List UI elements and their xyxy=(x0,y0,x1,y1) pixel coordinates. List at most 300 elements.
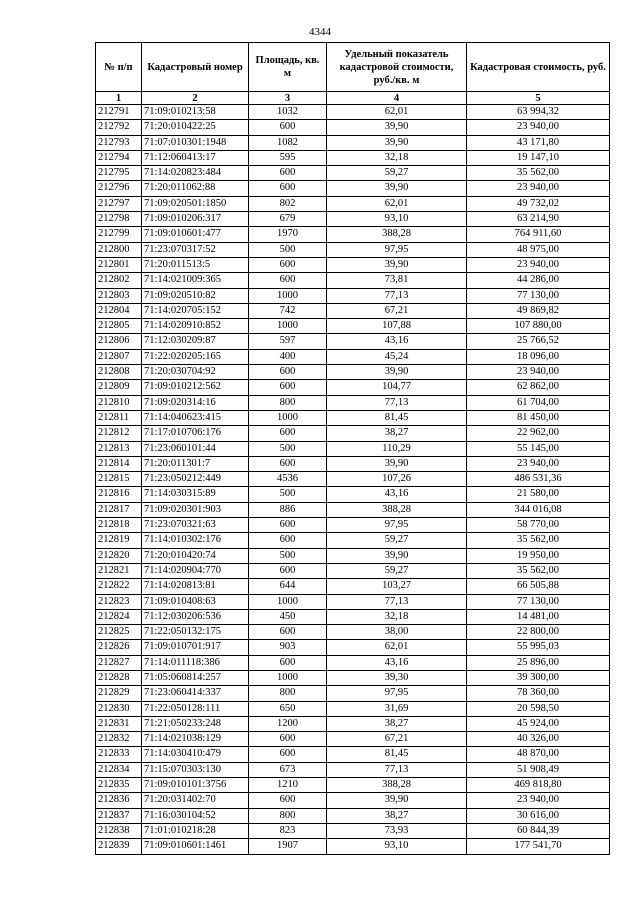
row-number-cell: 212806 xyxy=(96,334,142,349)
cadastral-number-cell: 71:14:030315:89 xyxy=(142,487,249,502)
specific-value-cell: 81,45 xyxy=(327,410,467,425)
table-row xyxy=(96,227,610,242)
table-header-row xyxy=(96,43,610,92)
cadastral-number-cell: 71:23:070321:63 xyxy=(142,518,249,533)
area-cell: 600 xyxy=(249,563,327,578)
specific-value-cell: 59,27 xyxy=(327,563,467,578)
area-cell: 903 xyxy=(249,640,327,655)
cadastral-number-cell: 71:22:050132:175 xyxy=(142,625,249,640)
cadastral-number-cell: 71:14:020910:852 xyxy=(142,319,249,334)
specific-value-cell: 103,27 xyxy=(327,579,467,594)
cadastral-number-cell: 71:12:030206:536 xyxy=(142,609,249,624)
area-cell: 673 xyxy=(249,762,327,777)
area-cell: 800 xyxy=(249,395,327,410)
row-number-cell: 212808 xyxy=(96,365,142,380)
table-row xyxy=(96,120,610,135)
area-cell: 600 xyxy=(249,380,327,395)
cadastral-value-cell: 48 870,00 xyxy=(467,747,610,762)
cadastral-number-cell: 71:20:011513:5 xyxy=(142,257,249,272)
cadastral-value-cell: 23 940,00 xyxy=(467,456,610,471)
cadastral-value-cell: 58 770,00 xyxy=(467,518,610,533)
cadastral-number-cell: 71:21:050233:248 xyxy=(142,716,249,731)
cadastral-value-cell: 25 766,52 xyxy=(467,334,610,349)
table-row xyxy=(96,334,610,349)
header-specific-value: Удельный показатель кадастровой стоимости, руб./кв. м xyxy=(327,43,467,92)
cadastral-value-cell: 40 326,00 xyxy=(467,732,610,747)
specific-value-cell: 32,18 xyxy=(327,609,467,624)
area-cell: 600 xyxy=(249,120,327,135)
specific-value-cell: 104,77 xyxy=(327,380,467,395)
cadastral-number-cell: 71:01:010218:28 xyxy=(142,823,249,838)
table-row xyxy=(96,625,610,640)
row-number-cell: 212794 xyxy=(96,150,142,165)
cadastral-value-cell: 63 994,32 xyxy=(467,105,610,120)
area-cell: 597 xyxy=(249,334,327,349)
table-row xyxy=(96,395,610,410)
cadastral-number-cell: 71:14:021038:129 xyxy=(142,732,249,747)
table-row xyxy=(96,196,610,211)
area-cell: 600 xyxy=(249,365,327,380)
table-row xyxy=(96,303,610,318)
specific-value-cell: 39,30 xyxy=(327,670,467,685)
cadastral-number-cell: 71:09:020301:903 xyxy=(142,502,249,517)
table-row xyxy=(96,472,610,487)
cadastral-value-cell: 48 975,00 xyxy=(467,242,610,257)
cadastral-number-cell: 71:23:050212:449 xyxy=(142,472,249,487)
area-cell: 800 xyxy=(249,808,327,823)
cadastral-value-cell: 78 360,00 xyxy=(467,686,610,701)
table-row xyxy=(96,487,610,502)
area-cell: 644 xyxy=(249,579,327,594)
row-number-cell: 212823 xyxy=(96,594,142,609)
area-cell: 1032 xyxy=(249,105,327,120)
table-row xyxy=(96,609,610,624)
cadastral-value-cell: 55 145,00 xyxy=(467,441,610,456)
row-number-cell: 212801 xyxy=(96,257,142,272)
cadastral-number-cell: 71:20:011062:88 xyxy=(142,181,249,196)
cadastral-value-cell: 44 286,00 xyxy=(467,273,610,288)
cadastral-value-cell: 63 214,90 xyxy=(467,212,610,227)
row-number-cell: 212807 xyxy=(96,349,142,364)
cadastral-number-cell: 71:22:050128:111 xyxy=(142,701,249,716)
specific-value-cell: 107,88 xyxy=(327,319,467,334)
cadastral-value-cell: 23 940,00 xyxy=(467,181,610,196)
specific-value-cell: 38,27 xyxy=(327,808,467,823)
cadastral-value-cell: 55 995,03 xyxy=(467,640,610,655)
row-number-cell: 212834 xyxy=(96,762,142,777)
table-row xyxy=(96,150,610,165)
row-number-cell: 212804 xyxy=(96,303,142,318)
specific-value-cell: 45,24 xyxy=(327,349,467,364)
table-row xyxy=(96,655,610,670)
table-row xyxy=(96,823,610,838)
row-number-cell: 212798 xyxy=(96,212,142,227)
area-cell: 1907 xyxy=(249,839,327,854)
row-number-cell: 212822 xyxy=(96,579,142,594)
row-number-cell: 212832 xyxy=(96,732,142,747)
row-number-cell: 212829 xyxy=(96,686,142,701)
cadastral-value-cell: 23 940,00 xyxy=(467,365,610,380)
cadastral-value-cell: 764 911,60 xyxy=(467,227,610,242)
area-cell: 1000 xyxy=(249,594,327,609)
cadastral-number-cell: 71:17:010706:176 xyxy=(142,426,249,441)
cadastral-number-cell: 71:14:020813:81 xyxy=(142,579,249,594)
table-row xyxy=(96,563,610,578)
column-number: 5 xyxy=(467,92,610,105)
area-cell: 600 xyxy=(249,456,327,471)
specific-value-cell: 39,90 xyxy=(327,120,467,135)
specific-value-cell: 67,21 xyxy=(327,303,467,318)
cadastral-value-cell: 344 016,08 xyxy=(467,502,610,517)
cadastral-value-cell: 51 908,49 xyxy=(467,762,610,777)
row-number-cell: 212811 xyxy=(96,410,142,425)
specific-value-cell: 388,28 xyxy=(327,778,467,793)
cadastral-value-table xyxy=(95,42,610,855)
cadastral-value-cell: 19 147,10 xyxy=(467,150,610,165)
specific-value-cell: 39,90 xyxy=(327,456,467,471)
cadastral-value-cell: 19 950,00 xyxy=(467,548,610,563)
row-number-cell: 212799 xyxy=(96,227,142,242)
area-cell: 600 xyxy=(249,625,327,640)
area-cell: 823 xyxy=(249,823,327,838)
table-row xyxy=(96,410,610,425)
table-row xyxy=(96,793,610,808)
cadastral-value-cell: 21 580,00 xyxy=(467,487,610,502)
cadastral-value-cell: 18 096,00 xyxy=(467,349,610,364)
column-number: 3 xyxy=(249,92,327,105)
table-row xyxy=(96,319,610,334)
header-row-number: № п/п xyxy=(96,43,142,92)
area-cell: 1210 xyxy=(249,778,327,793)
area-cell: 500 xyxy=(249,548,327,563)
cadastral-value-cell: 469 818,80 xyxy=(467,778,610,793)
table-row xyxy=(96,166,610,181)
table-row xyxy=(96,548,610,563)
area-cell: 600 xyxy=(249,747,327,762)
cadastral-number-cell: 71:09:010601:477 xyxy=(142,227,249,242)
specific-value-cell: 59,27 xyxy=(327,533,467,548)
cadastral-value-cell: 35 562,00 xyxy=(467,563,610,578)
row-number-cell: 212803 xyxy=(96,288,142,303)
area-cell: 1000 xyxy=(249,410,327,425)
cadastral-value-cell: 14 481,00 xyxy=(467,609,610,624)
table-row xyxy=(96,273,610,288)
cadastral-number-cell: 71:23:070317:52 xyxy=(142,242,249,257)
cadastral-number-cell: 71:14:020705:152 xyxy=(142,303,249,318)
cadastral-value-cell: 77 130,00 xyxy=(467,594,610,609)
column-number: 4 xyxy=(327,92,467,105)
area-cell: 600 xyxy=(249,426,327,441)
row-number-cell: 212833 xyxy=(96,747,142,762)
table-row xyxy=(96,181,610,196)
area-cell: 802 xyxy=(249,196,327,211)
cadastral-value-cell: 35 562,00 xyxy=(467,166,610,181)
area-cell: 1082 xyxy=(249,135,327,150)
row-number-cell: 212830 xyxy=(96,701,142,716)
area-cell: 600 xyxy=(249,533,327,548)
row-number-cell: 212825 xyxy=(96,625,142,640)
row-number-cell: 212828 xyxy=(96,670,142,685)
specific-value-cell: 59,27 xyxy=(327,166,467,181)
cadastral-value-cell: 35 562,00 xyxy=(467,533,610,548)
cadastral-number-cell: 71:09:010701:917 xyxy=(142,640,249,655)
specific-value-cell: 39,90 xyxy=(327,793,467,808)
area-cell: 1000 xyxy=(249,670,327,685)
cadastral-number-cell: 71:09:010408:63 xyxy=(142,594,249,609)
area-cell: 600 xyxy=(249,181,327,196)
table-row xyxy=(96,732,610,747)
cadastral-number-cell: 71:07:010301:1948 xyxy=(142,135,249,150)
table-row xyxy=(96,762,610,777)
row-number-cell: 212813 xyxy=(96,441,142,456)
cadastral-value-cell: 23 940,00 xyxy=(467,793,610,808)
area-cell: 595 xyxy=(249,150,327,165)
row-number-cell: 212815 xyxy=(96,472,142,487)
row-number-cell: 212817 xyxy=(96,502,142,517)
specific-value-cell: 77,13 xyxy=(327,594,467,609)
table-row xyxy=(96,701,610,716)
area-cell: 800 xyxy=(249,686,327,701)
area-cell: 1200 xyxy=(249,716,327,731)
area-cell: 886 xyxy=(249,502,327,517)
row-number-cell: 212816 xyxy=(96,487,142,502)
row-number-cell: 212793 xyxy=(96,135,142,150)
specific-value-cell: 31,69 xyxy=(327,701,467,716)
header-cadastral-number: Кадастровый номер xyxy=(142,43,249,92)
cadastral-value-cell: 23 940,00 xyxy=(467,257,610,272)
specific-value-cell: 39,90 xyxy=(327,365,467,380)
row-number-cell: 212810 xyxy=(96,395,142,410)
cadastral-number-cell: 71:23:060414:337 xyxy=(142,686,249,701)
table-row xyxy=(96,747,610,762)
specific-value-cell: 388,28 xyxy=(327,502,467,517)
cadastral-value-cell: 39 300,00 xyxy=(467,670,610,685)
specific-value-cell: 38,27 xyxy=(327,426,467,441)
row-number-cell: 212820 xyxy=(96,548,142,563)
area-cell: 500 xyxy=(249,242,327,257)
cadastral-value-cell: 486 531,36 xyxy=(467,472,610,487)
table-row xyxy=(96,533,610,548)
cadastral-number-cell: 71:12:030209:87 xyxy=(142,334,249,349)
table-row xyxy=(96,839,610,854)
row-number-cell: 212797 xyxy=(96,196,142,211)
area-cell: 1000 xyxy=(249,288,327,303)
area-cell: 500 xyxy=(249,487,327,502)
cadastral-number-cell: 71:20:011301:7 xyxy=(142,456,249,471)
specific-value-cell: 388,28 xyxy=(327,227,467,242)
specific-value-cell: 93,10 xyxy=(327,839,467,854)
cadastral-value-cell: 61 704,00 xyxy=(467,395,610,410)
cadastral-number-cell: 71:09:010601:1461 xyxy=(142,839,249,854)
specific-value-cell: 43,16 xyxy=(327,334,467,349)
row-number-cell: 212839 xyxy=(96,839,142,854)
header-area: Площадь, кв. м xyxy=(249,43,327,92)
cadastral-number-cell: 71:09:010213:58 xyxy=(142,105,249,120)
cadastral-number-cell: 71:23:060101:44 xyxy=(142,441,249,456)
row-number-cell: 212792 xyxy=(96,120,142,135)
cadastral-number-cell: 71:09:010206:317 xyxy=(142,212,249,227)
table-row xyxy=(96,579,610,594)
row-number-cell: 212800 xyxy=(96,242,142,257)
table-row xyxy=(96,502,610,517)
row-number-cell: 212836 xyxy=(96,793,142,808)
specific-value-cell: 62,01 xyxy=(327,640,467,655)
cadastral-value-cell: 177 541,70 xyxy=(467,839,610,854)
row-number-cell: 212819 xyxy=(96,533,142,548)
cadastral-number-cell: 71:22:020205:165 xyxy=(142,349,249,364)
cadastral-value-cell: 49 869,82 xyxy=(467,303,610,318)
row-number-cell: 212824 xyxy=(96,609,142,624)
row-number-cell: 212838 xyxy=(96,823,142,838)
specific-value-cell: 43,16 xyxy=(327,655,467,670)
cadastral-value-cell: 22 800,00 xyxy=(467,625,610,640)
area-cell: 600 xyxy=(249,655,327,670)
cadastral-value-cell: 81 450,00 xyxy=(467,410,610,425)
cadastral-number-cell: 71:09:010212:562 xyxy=(142,380,249,395)
specific-value-cell: 77,13 xyxy=(327,395,467,410)
row-number-cell: 212814 xyxy=(96,456,142,471)
specific-value-cell: 97,95 xyxy=(327,242,467,257)
cadastral-value-cell: 60 844,39 xyxy=(467,823,610,838)
area-cell: 679 xyxy=(249,212,327,227)
area-cell: 600 xyxy=(249,257,327,272)
specific-value-cell: 67,21 xyxy=(327,732,467,747)
table-row xyxy=(96,778,610,793)
cadastral-value-cell: 30 616,00 xyxy=(467,808,610,823)
specific-value-cell: 62,01 xyxy=(327,196,467,211)
specific-value-cell: 97,95 xyxy=(327,686,467,701)
cadastral-value-cell: 77 130,00 xyxy=(467,288,610,303)
specific-value-cell: 39,90 xyxy=(327,135,467,150)
cadastral-value-cell: 20 598,50 xyxy=(467,701,610,716)
row-number-cell: 212835 xyxy=(96,778,142,793)
cadastral-number-cell: 71:20:010422:25 xyxy=(142,120,249,135)
specific-value-cell: 93,10 xyxy=(327,212,467,227)
cadastral-number-cell: 71:09:020501:1850 xyxy=(142,196,249,211)
specific-value-cell: 77,13 xyxy=(327,288,467,303)
table-row xyxy=(96,518,610,533)
column-number-row xyxy=(96,92,610,105)
row-number-cell: 212837 xyxy=(96,808,142,823)
area-cell: 600 xyxy=(249,518,327,533)
specific-value-cell: 43,16 xyxy=(327,487,467,502)
specific-value-cell: 32,18 xyxy=(327,150,467,165)
cadastral-number-cell: 71:05:060814:257 xyxy=(142,670,249,685)
specific-value-cell: 110,29 xyxy=(327,441,467,456)
cadastral-number-cell: 71:20:031402:70 xyxy=(142,793,249,808)
row-number-cell: 212821 xyxy=(96,563,142,578)
cadastral-value-cell: 45 924,00 xyxy=(467,716,610,731)
cadastral-value-cell: 43 171,80 xyxy=(467,135,610,150)
row-number-cell: 212826 xyxy=(96,640,142,655)
specific-value-cell: 77,13 xyxy=(327,762,467,777)
area-cell: 400 xyxy=(249,349,327,364)
cadastral-value-cell: 22 962,00 xyxy=(467,426,610,441)
area-cell: 1970 xyxy=(249,227,327,242)
page-number: 4344 xyxy=(309,26,331,38)
table-row xyxy=(96,135,610,150)
table-row xyxy=(96,105,610,120)
specific-value-cell: 39,90 xyxy=(327,548,467,563)
specific-value-cell: 39,90 xyxy=(327,257,467,272)
cadastral-number-cell: 71:20:030704:92 xyxy=(142,365,249,380)
table-row xyxy=(96,441,610,456)
cadastral-number-cell: 71:09:020314:16 xyxy=(142,395,249,410)
table-row xyxy=(96,808,610,823)
area-cell: 600 xyxy=(249,273,327,288)
row-number-cell: 212791 xyxy=(96,105,142,120)
row-number-cell: 212818 xyxy=(96,518,142,533)
specific-value-cell: 62,01 xyxy=(327,105,467,120)
table-row xyxy=(96,242,610,257)
row-number-cell: 212827 xyxy=(96,655,142,670)
row-number-cell: 212831 xyxy=(96,716,142,731)
table-row xyxy=(96,288,610,303)
area-cell: 650 xyxy=(249,701,327,716)
cadastral-number-cell: 71:14:010302:176 xyxy=(142,533,249,548)
row-number-cell: 212802 xyxy=(96,273,142,288)
specific-value-cell: 107,26 xyxy=(327,472,467,487)
area-cell: 742 xyxy=(249,303,327,318)
table-body xyxy=(96,105,610,855)
table-row xyxy=(96,426,610,441)
table-row xyxy=(96,686,610,701)
specific-value-cell: 38,27 xyxy=(327,716,467,731)
area-cell: 600 xyxy=(249,793,327,808)
column-number: 1 xyxy=(96,92,142,105)
area-cell: 600 xyxy=(249,166,327,181)
cadastral-number-cell: 71:20:010420:74 xyxy=(142,548,249,563)
table-row xyxy=(96,640,610,655)
cadastral-number-cell: 71:14:020823:484 xyxy=(142,166,249,181)
cadastral-number-cell: 71:14:011118:386 xyxy=(142,655,249,670)
header-cadastral-value: Кадастровая стоимость, руб. xyxy=(467,43,610,92)
table-row xyxy=(96,380,610,395)
table-row xyxy=(96,716,610,731)
row-number-cell: 212812 xyxy=(96,426,142,441)
cadastral-number-cell: 71:09:020510:82 xyxy=(142,288,249,303)
table-row xyxy=(96,365,610,380)
cadastral-number-cell: 71:14:030410:479 xyxy=(142,747,249,762)
cadastral-value-cell: 49 732,02 xyxy=(467,196,610,211)
table-row xyxy=(96,257,610,272)
specific-value-cell: 73,81 xyxy=(327,273,467,288)
cadastral-value-cell: 62 862,00 xyxy=(467,380,610,395)
cadastral-value-cell: 66 505,88 xyxy=(467,579,610,594)
area-cell: 4536 xyxy=(249,472,327,487)
specific-value-cell: 38,00 xyxy=(327,625,467,640)
table-row xyxy=(96,456,610,471)
row-number-cell: 212796 xyxy=(96,181,142,196)
cadastral-number-cell: 71:15:070303:130 xyxy=(142,762,249,777)
area-cell: 1000 xyxy=(249,319,327,334)
cadastral-number-cell: 71:09:010101:3756 xyxy=(142,778,249,793)
row-number-cell: 212805 xyxy=(96,319,142,334)
area-cell: 450 xyxy=(249,609,327,624)
specific-value-cell: 39,90 xyxy=(327,181,467,196)
table-row xyxy=(96,670,610,685)
table-row xyxy=(96,212,610,227)
cadastral-number-cell: 71:12:060413:17 xyxy=(142,150,249,165)
specific-value-cell: 73,93 xyxy=(327,823,467,838)
cadastral-number-cell: 71:16:030104:52 xyxy=(142,808,249,823)
cadastral-number-cell: 71:14:021009:365 xyxy=(142,273,249,288)
area-cell: 600 xyxy=(249,732,327,747)
cadastral-value-cell: 107 880,00 xyxy=(467,319,610,334)
row-number-cell: 212795 xyxy=(96,166,142,181)
cadastral-number-cell: 71:14:040623:415 xyxy=(142,410,249,425)
cadastral-number-cell: 71:14:020904:770 xyxy=(142,563,249,578)
